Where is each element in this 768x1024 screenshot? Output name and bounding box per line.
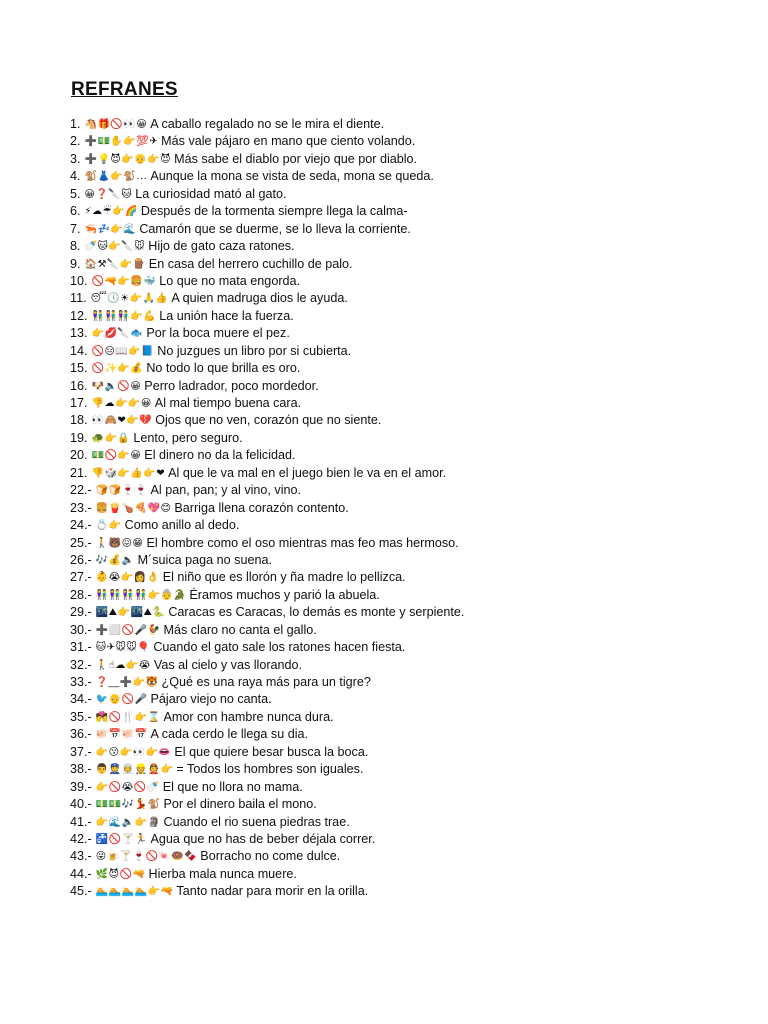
proverb-text: Hierba mala nunca muere. (148, 866, 297, 881)
emoji-rebus: 👫👫👫👫👉👵🐊 (95, 589, 187, 601)
list-item (70, 866, 464, 883)
list-item (70, 116, 464, 133)
list-item (70, 430, 464, 447)
emoji-rebus: 😜🍺🍸🍷🚫🍬🍩🍫 (95, 851, 198, 863)
list-item (70, 535, 464, 552)
emoji-rebus: ➕💡😈👉👴👉😈 (84, 153, 172, 165)
proverb-text: En casa del herrero cuchillo de palo. (148, 256, 353, 271)
list-item (70, 238, 464, 255)
item-number: 40.- (70, 797, 92, 812)
proverb-text: Por la boca muere el pez. (146, 326, 290, 341)
list-item (70, 343, 464, 360)
item-number: 26.- (70, 552, 92, 567)
proverb-text: Al que le va mal en el juego bien le va en el amor. (168, 465, 447, 480)
item-number: 4. (70, 169, 81, 184)
emoji-rebus: 🚰🚫🍸🏃 (95, 833, 148, 845)
list-item (70, 569, 464, 586)
proverb-text: Amor con hambre nunca dura. (163, 709, 334, 724)
proverb-text: Ojos que no ven, corazón que no siente. (155, 413, 382, 428)
emoji-rebus: ⚡☁☔👉🌈 (84, 206, 138, 218)
item-number: 19. (70, 430, 88, 445)
list-item (70, 744, 464, 761)
item-number: 27.- (70, 570, 92, 585)
item-number: 1. (70, 117, 81, 131)
proverb-text: La unión hace la fuerza. (159, 308, 294, 323)
list-item (70, 395, 464, 412)
list-item (70, 761, 464, 778)
list-item (70, 186, 464, 203)
item-number: 17. (70, 396, 88, 410)
emoji-rebus: 🚫😑📖👉📘 (91, 345, 155, 357)
proverb-text: ¿Qué es una raya más para un tigre? (161, 675, 371, 689)
item-number: 16. (70, 378, 88, 393)
proverb-text: Barriga llena corazón contento. (174, 500, 349, 515)
item-number: 33.- (70, 675, 92, 689)
list-item (70, 465, 464, 482)
emoji-rebus: 👉💋🔪🐟 (91, 328, 144, 340)
emoji-rebus: 🐴🎁🚫👀😀 (84, 119, 148, 130)
proverb-text: Lento, pero seguro. (133, 430, 243, 445)
list-item (70, 779, 464, 796)
page-title: REFRANES (71, 79, 178, 100)
emoji-rebus: 💏🚫🍴👉⌛ (95, 711, 161, 723)
emoji-rebus: 🐒👗👉🐒... (84, 171, 148, 183)
list-item (70, 133, 464, 150)
proverb-text: Perro ladrador, poco mordedor. (144, 378, 319, 393)
item-number: 20. (70, 448, 88, 463)
proverb-text: = Todos los hombres son iguales. (176, 762, 364, 777)
list-item (70, 691, 464, 708)
list-item (70, 622, 464, 639)
item-number: 35.- (70, 709, 92, 724)
item-number: 32.- (70, 657, 92, 672)
list-item (70, 412, 464, 429)
emoji-rebus: 👶😭👉👩👌 (95, 572, 160, 584)
item-number: 7. (70, 221, 81, 236)
proverb-text: Agua que no has de beber déjala correr. (150, 831, 376, 846)
emoji-rebus: 🚶☝☁👉😭 (95, 659, 151, 671)
emoji-rebus: 🍔🍟🍗🍕💖😊 (95, 502, 172, 514)
item-number: 22.- (70, 483, 92, 498)
emoji-rebus: 🚫🔫👉🍔🐳 (91, 275, 157, 287)
emoji-rebus: 🍼🐱👉🔪🐭 (84, 241, 146, 253)
item-number: 2. (70, 134, 81, 149)
emoji-rebus: 🏠⚒🔪👉🪵 (84, 258, 146, 270)
emoji-rebus: 👉😗👉👀👉👄 (95, 746, 172, 758)
item-number: 28.- (70, 587, 92, 602)
item-number: 23.- (70, 500, 92, 515)
proverb-text: Por el dinero baila el mono. (163, 797, 317, 812)
item-number: 24.- (70, 518, 92, 533)
list-item (70, 883, 464, 900)
list-item (70, 657, 464, 674)
list-item (70, 203, 464, 220)
emoji-rebus: 😴🕔☀👉🙏👍 (90, 293, 169, 305)
item-number: 9. (70, 256, 81, 271)
emoji-rebus: 🌿😈🚫🔫 (95, 868, 146, 880)
item-number: 8. (70, 239, 81, 254)
list-item (70, 151, 464, 168)
item-number: 34.- (70, 692, 92, 707)
list-item (70, 290, 464, 307)
list-item (70, 831, 464, 848)
proverb-text: Vas al cielo y vas llorando. (153, 657, 303, 672)
proverb-text: El que quiere besar busca la boca. (174, 744, 369, 759)
proverb-text: M´suica paga no suena. (137, 552, 272, 567)
list-item (70, 709, 464, 726)
item-number: 31.- (70, 640, 92, 655)
item-number: 18. (70, 413, 88, 428)
proverb-text: Tanto nadar para morir en la orilla. (176, 884, 369, 899)
proverb-text: Cuando el gato sale los ratones hacen fiesta. (153, 640, 406, 655)
emoji-rebus: 🐶🔈🚫😀 (91, 380, 142, 392)
emoji-rebus: 💵💵🎶💃🐒 (95, 799, 161, 811)
proverb-text: A quien madruga dios le ayuda. (171, 291, 348, 306)
list-item (70, 674, 464, 691)
list-item (70, 848, 464, 865)
item-number: 44.- (70, 866, 92, 881)
item-number: 36.- (70, 727, 92, 742)
emoji-rebus: 💵🚫👉😀 (91, 450, 142, 462)
proverb-text: Éramos muchos y parió la abuela. (189, 587, 380, 602)
proverb-text: Más vale pájaro en mano que ciento volando. (161, 134, 416, 149)
emoji-rebus: 👉🌊🔈👉🗿 (95, 816, 161, 828)
proverb-text: Al mal tiempo buena cara. (154, 396, 302, 410)
emoji-rebus: 🍞🍞🍷🍷 (95, 485, 148, 497)
proverb-text: La curiosidad mató al gato. (135, 186, 287, 201)
item-number: 30.- (70, 622, 92, 637)
proverb-text: No juzgues un libro por si cubierta. (157, 343, 352, 358)
item-number: 41.- (70, 814, 92, 829)
list-item (70, 378, 464, 395)
list-item (70, 168, 464, 185)
emoji-rebus: 🚶🐻😖😁 (95, 537, 144, 549)
proverb-text: Como anillo al dedo. (124, 518, 240, 533)
emoji-rebus: 💍👉 (95, 520, 122, 532)
item-number: 12. (70, 308, 88, 323)
item-number: 15. (70, 361, 88, 376)
proverb-text: Pájaro viejo no canta. (150, 692, 272, 707)
proverb-text: Aunque la mona se vista de seda, mona se queda. (150, 169, 434, 184)
list-item (70, 814, 464, 831)
item-number: 42.- (70, 831, 92, 846)
item-number: 6. (70, 204, 81, 219)
list-item (70, 482, 464, 499)
proverb-text: Después de la tormenta siempre llega la calma- (140, 204, 408, 219)
proverb-text: No todo lo que brilla es oro. (146, 361, 301, 376)
item-number: 37.- (70, 744, 92, 759)
proverb-text: El niño que es llorón y ña madre lo pellizca. (162, 570, 406, 585)
item-number: 29.- (70, 605, 92, 620)
proverb-text: Lo que no mata engorda. (159, 273, 301, 288)
proverb-text: Caracas es Caracas, lo demás es monte y serpiente. (168, 605, 465, 620)
emoji-rebus: 🐦👴🚫🎤 (95, 694, 148, 706)
item-number: 14. (70, 343, 88, 358)
emoji-rebus: 😀❓🔪🐱 (84, 188, 133, 200)
emoji-rebus: 🐖📅🐖📅 (95, 729, 148, 741)
list-item (70, 726, 464, 743)
proverb-text: El que no llora no mama. (162, 779, 303, 794)
emoji-rebus: 👫👫👫👉💪 (91, 310, 157, 322)
item-number: 11. (70, 291, 87, 306)
emoji-rebus: 👎🎲👉👍👉❤ (91, 467, 166, 479)
list-item (70, 517, 464, 534)
list-item (70, 221, 464, 238)
proverb-text: Camarón que se duerme, se lo lleva la corriente. (139, 221, 411, 236)
emoji-rebus: 🚫✨👉💰 (91, 363, 144, 375)
proverb-text: El dinero no da la felicidad. (144, 448, 296, 463)
emoji-rebus: 🏊🏊🏊🏊👉🔫 (95, 886, 174, 898)
item-number: 5. (70, 186, 81, 201)
list-item (70, 552, 464, 569)
item-number: 43.- (70, 849, 92, 864)
item-number: 39.- (70, 779, 92, 794)
proverb-text: A caballo regalado no se le mira el diente. (150, 117, 385, 131)
refranes-list (70, 116, 464, 901)
item-number: 21. (70, 465, 88, 480)
emoji-rebus: ➕⬜🚫🎤🐓 (95, 624, 161, 636)
emoji-rebus: 👨👮👳👷👲👉 (95, 764, 174, 776)
list-item (70, 256, 464, 273)
emoji-rebus: 🌃⛰👉🌃⛰🐍 (95, 607, 166, 619)
list-item (70, 500, 464, 517)
list-item (70, 639, 464, 656)
proverb-text: Más claro no canta el gallo. (163, 622, 317, 637)
list-item (70, 360, 464, 377)
item-number: 10. (70, 273, 88, 288)
proverb-text: A cada cerdo le llega su dia. (150, 727, 309, 742)
proverb-text: Cuando el rio suena piedras trae. (163, 814, 350, 829)
proverb-text: El hombre como el oso mientras mas feo mas hermoso. (146, 535, 459, 550)
proverb-text: Al pan, pan; y al vino, vino. (150, 483, 302, 498)
emoji-rebus: 👀🙈❤👉💔 (91, 415, 153, 427)
emoji-rebus: ➕💵✋👉💯✈ (84, 136, 159, 148)
list-item (70, 308, 464, 325)
list-item (70, 587, 464, 604)
list-item (70, 796, 464, 813)
proverb-text: Más sabe el diablo por viejo que por diablo. (174, 151, 418, 166)
emoji-rebus: 🐱✈🐭🐭🎈 (95, 642, 151, 654)
list-item (70, 325, 464, 342)
item-number: 45.- (70, 884, 92, 899)
emoji-rebus: 👎☁👉👉😀 (91, 398, 152, 409)
emoji-rebus: ❓__➕👉🐯 (95, 677, 159, 688)
item-number: 38.- (70, 762, 92, 777)
list-item (70, 604, 464, 621)
list-item (70, 273, 464, 290)
emoji-rebus: 🦐💤👉🌊 (84, 223, 137, 235)
emoji-rebus: 🐢👉🔒 (91, 432, 131, 444)
proverb-text: Hijo de gato caza ratones. (148, 239, 295, 254)
emoji-rebus: 🎶💰🔈 (95, 554, 135, 566)
item-number: 3. (70, 151, 81, 166)
item-number: 13. (70, 326, 88, 341)
list-item (70, 447, 464, 464)
item-number: 25.- (70, 535, 92, 550)
proverb-text: Borracho no come dulce. (200, 849, 341, 864)
emoji-rebus: 👉🚫😭🚫🍼 (95, 781, 160, 793)
